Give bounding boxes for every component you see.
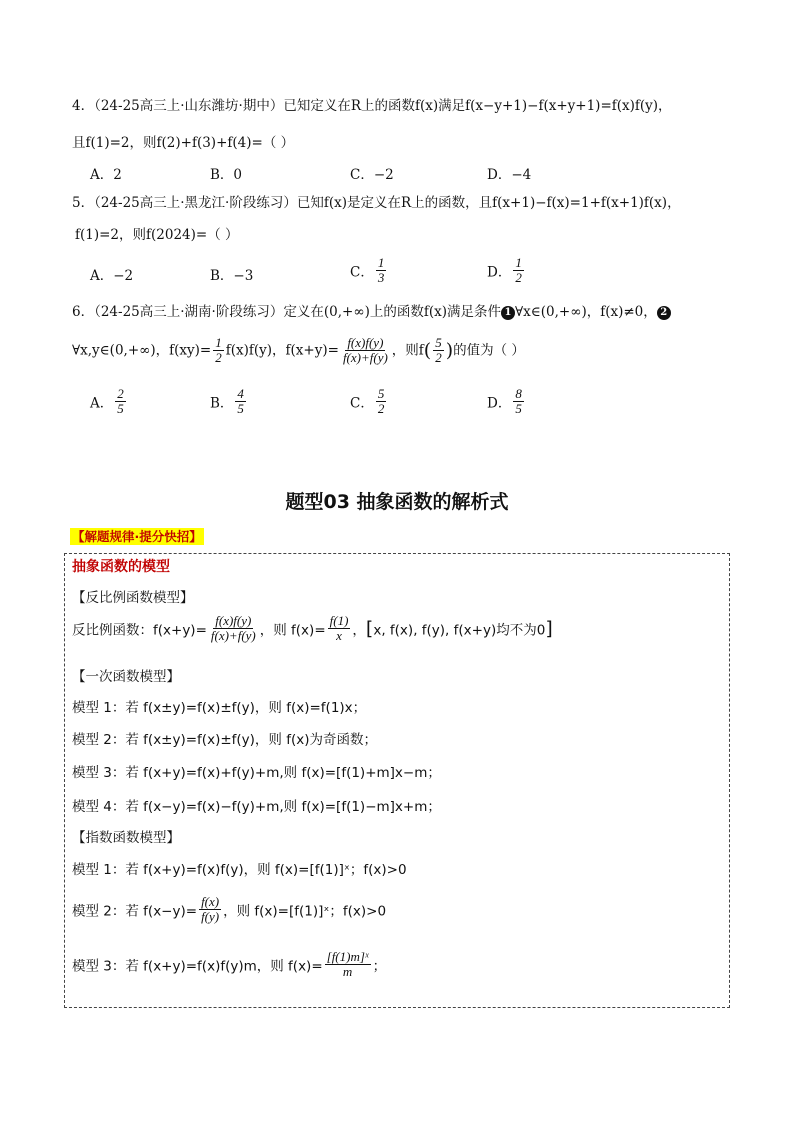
half-fraction: $\frac{1}{2}$: [215, 335, 222, 365]
question-stem: 且f(1)=2，则f(2)+f(3)+f(4)=（ ）: [72, 135, 295, 151]
option-label: D．: [487, 395, 512, 412]
formula-text: ；: [372, 958, 387, 975]
option-b[interactable]: [210, 163, 242, 183]
option-fraction: $\frac{1}{2}$: [515, 255, 522, 285]
option-d[interactable]: [487, 256, 526, 285]
formula-fraction: $\frac{\text{[f(1)m]ˣ}}{m}$: [326, 949, 369, 979]
option-label: A．: [90, 395, 114, 412]
formula-text: ，则 f(x)=: [259, 622, 326, 639]
question-stem: ，则f: [391, 342, 424, 359]
linear-model-2: 模型 2：若 f(x±y)=f(x)±f(y)，则 f(x)为奇函数；: [72, 732, 377, 748]
option-d[interactable]: [487, 387, 526, 416]
formula-fraction: $\frac{f(x)}{f(y)}$: [201, 894, 220, 924]
question-source: （24-25高三上·黑龙江·阶段练习）: [94, 195, 297, 211]
option-fraction: $\frac{5}{2}$: [377, 386, 385, 416]
formula-fraction: $\frac{f(1)}{x}$: [329, 613, 349, 643]
inverse-model-heading: 【反比例函数模型】: [72, 590, 194, 606]
linear-model-heading: 【一次函数模型】: [72, 669, 180, 685]
option-label: D．: [487, 264, 512, 281]
option-a[interactable]: [90, 163, 122, 183]
option-label: C．−2: [350, 167, 394, 183]
question-stem: 已知f(x)是定义在R上的函数，且f(x+1)−f(x)=1+f(x+1)f(x)，: [296, 195, 681, 211]
question-stem: 定义在(0,+∞)上的函数f(x)满足条件: [283, 304, 501, 320]
option-c[interactable]: [350, 387, 388, 416]
option-c[interactable]: [350, 256, 388, 285]
formula-condition: x, f(x), f(y), f(x+y)均不为0: [373, 622, 546, 639]
option-b[interactable]: [210, 387, 248, 416]
option-a[interactable]: [90, 387, 128, 416]
option-label: D．−4: [487, 167, 532, 183]
tips-tag-label: 【解题规律·提分快招】: [72, 529, 202, 544]
option-label: B．: [210, 395, 234, 412]
question-source: （24-25高三上·山东潍坊·期中）: [94, 98, 284, 114]
formula-text: 模型 3：若 f(x+y)=f(x)f(y)m，则 f(x)=: [72, 958, 323, 975]
circled-number: 2: [657, 306, 671, 320]
option-fraction: $\frac{8}{5}$: [515, 386, 522, 416]
exponential-model-1: 模型 1：若 f(x+y)=f(x)f(y)，则 f(x)=[f(1)]ˣ；f(x)>0: [72, 862, 407, 878]
question-stem: ∀x,y∈(0,+∞)，f(xy)=: [72, 342, 212, 359]
exponential-model-2: [72, 895, 386, 924]
formula-text: ，则 f(x)=[f(1)]ˣ；f(x)>0: [223, 903, 387, 920]
option-label: C．: [350, 395, 374, 412]
linear-model-4: 模型 4：若 f(x−y)=f(x)−f(y)+m,则 f(x)=[f(1)−m]x+m；: [72, 799, 441, 815]
exponential-model-heading: 【指数函数模型】: [72, 830, 180, 846]
formula-fraction: $\frac{f(x)f(y)}{f(x)+f(y)}$: [210, 613, 256, 643]
option-label: C．: [350, 264, 374, 281]
question-6-line-1: [72, 302, 671, 322]
option-label: B．−3: [210, 268, 254, 284]
option-a[interactable]: [90, 264, 133, 284]
box-title: 抽象函数的模型: [72, 559, 170, 575]
question-stem: ∀x∈(0,+∞)，f(x)≠0，: [514, 304, 657, 320]
linear-model-1: 模型 1：若 f(x±y)=f(x)±f(y)，则 f(x)=f(1)x；: [72, 700, 367, 716]
question-source: （24-25高三上·湖南·阶段练习）: [94, 304, 284, 320]
question-number: 6．: [72, 304, 95, 320]
question-number: 5．: [72, 195, 95, 211]
option-c[interactable]: [350, 163, 394, 183]
option-fraction: $\frac{4}{5}$: [237, 386, 244, 416]
option-label: B．0: [210, 167, 243, 183]
option-label: A．−2: [90, 268, 134, 284]
tips-tag: [70, 527, 204, 545]
question-5-line-1: [72, 193, 681, 213]
question-stem: f(x)f(y)，f(x+y)=: [225, 342, 339, 359]
linear-model-3: 模型 3：若 f(x+y)=f(x)+f(y)+m,则 f(x)=[f(1)+m]x−m；: [72, 765, 441, 781]
sum-fraction: $\frac{f(x)f(y)}{f(x)+f(y)}$: [342, 335, 388, 365]
question-4-line-2: [72, 133, 294, 153]
formula-text: ，: [352, 622, 366, 639]
argument-fraction: $\frac{5}{2}$: [435, 335, 442, 365]
question-stem: 的值为（ ）: [453, 342, 525, 359]
option-label: A．2: [90, 167, 122, 183]
option-d[interactable]: [487, 163, 531, 183]
question-6-line-2: ∀x,y∈(0,+∞)，f(xy)= $\frac{1}{2}$ f(x)f(y)，f(x+y)= $\frac{f(x)f(y)}{f(x)+f(y)}$ ，则f( $\frac{5}{2}$ )的值为（ ）: [72, 335, 525, 365]
formula-text: 模型 2：若 f(x−y)=: [72, 903, 198, 920]
question-stem: f(1)=2，则f(2024)=（ ）: [75, 227, 239, 243]
exponential-model-3: [72, 950, 386, 979]
question-5-line-2: [75, 225, 239, 245]
option-b[interactable]: [210, 264, 253, 284]
option-fraction: $\frac{1}{3}$: [377, 255, 385, 285]
option-fraction: $\frac{2}{5}$: [117, 386, 124, 416]
formula-text: 反比例函数：f(x+y)=: [72, 622, 207, 639]
question-4-line-1: [72, 96, 672, 116]
inverse-model-formula: 反比例函数：f(x+y)= $\frac{f(x)f(y)}{f(x)+f(y)}$ ，则 f(x)= $\frac{f(1)}{x}$ ，[x, f(x), f(y), f(x+y)均不为0]: [72, 613, 553, 643]
section-title: 题型03 抽象函数的解析式: [285, 491, 509, 513]
question-stem: 已知定义在R上的函数f(x)满足f(x−y+1)−f(x+y+1)=f(x)f(y)，: [283, 98, 672, 114]
circled-number: 1: [501, 306, 515, 320]
question-number: 4．: [72, 98, 95, 114]
